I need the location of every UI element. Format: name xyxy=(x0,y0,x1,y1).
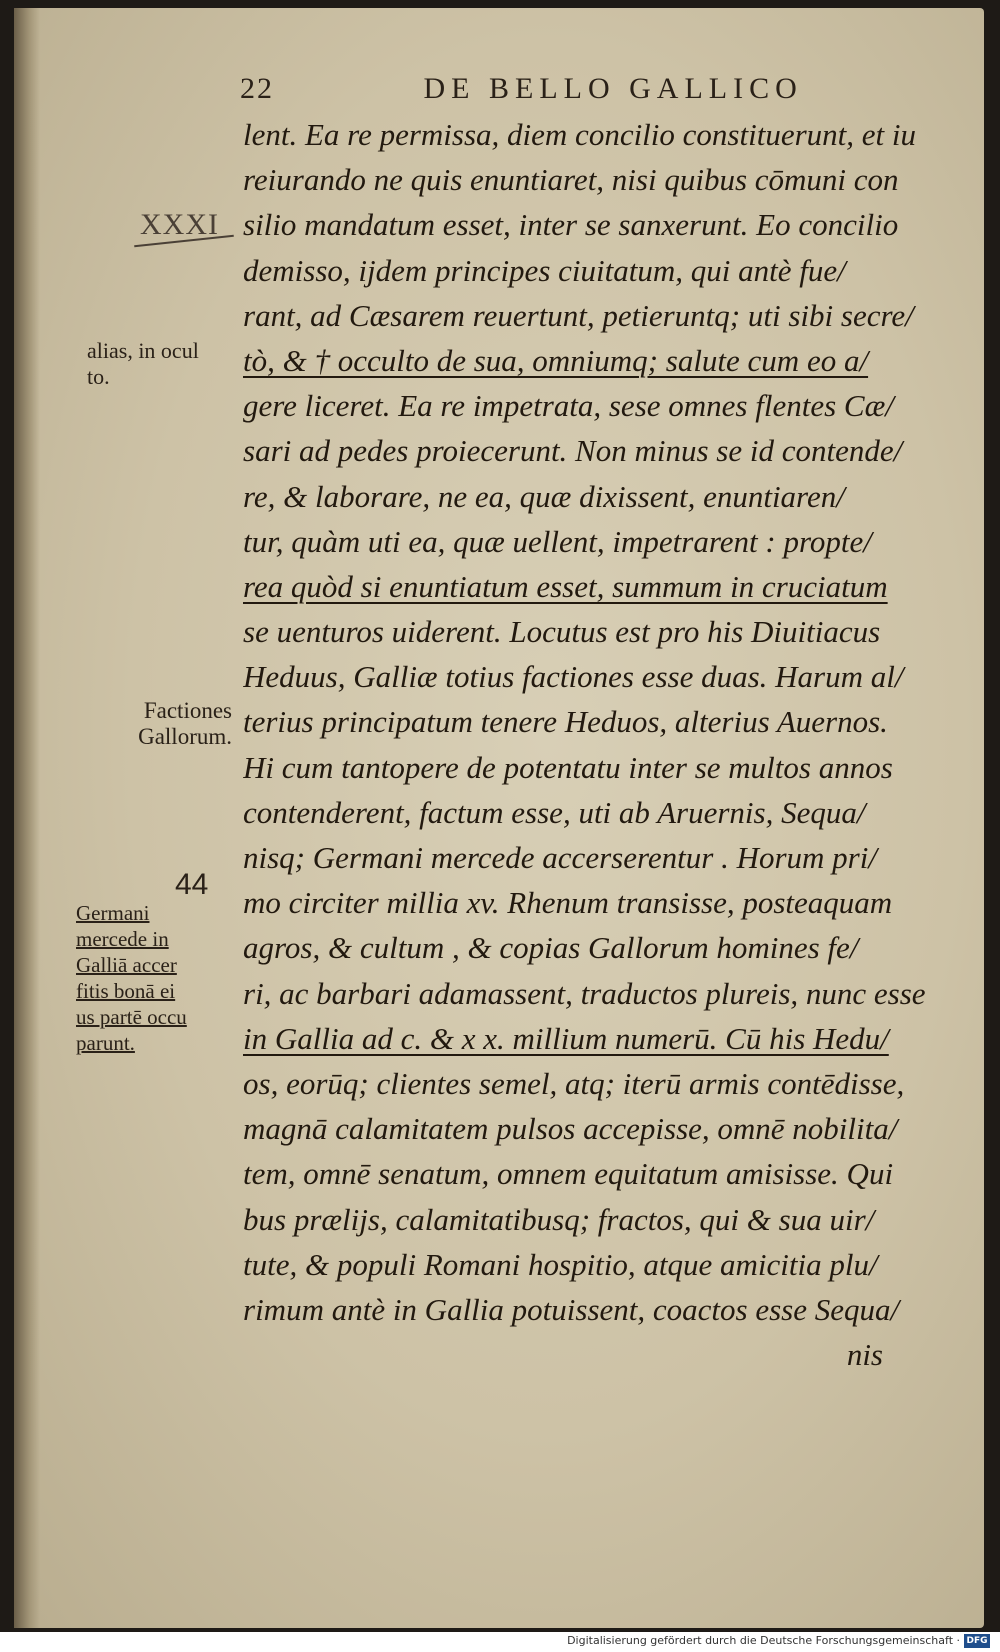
margin-note-line: mercede in xyxy=(76,927,169,951)
text-line: terius principatum tenere Heduos, alterius Auernos. xyxy=(243,704,888,740)
margin-note-line: alias, in ocul xyxy=(87,338,199,363)
text-line: magnā calamitatem pulsos accepisse, omnē nobilita/ xyxy=(243,1111,898,1147)
text-line: nisq; Germani mercede accerserentur . Horum pri/ xyxy=(243,840,877,875)
text-line: tute, & populi Romani hospitio, atque amicitia plu/ xyxy=(243,1246,878,1282)
text-line: Heduus, Galliæ totius factiones esse duas. Harum al/ xyxy=(243,659,904,695)
page-gutter xyxy=(14,8,40,1628)
text-line-underlined: tò, & † occulto de sua, omniumq; salute cum eo a/ xyxy=(243,342,869,378)
margin-note-factiones xyxy=(92,698,232,750)
margin-note-line: us partē occu xyxy=(76,1005,187,1029)
text-line: re, & laborare, ne ea, quæ dixissent, enuntiaren/ xyxy=(243,478,845,514)
running-head-title: DE BELLO GALLICO xyxy=(423,72,803,105)
folio-number: 22 xyxy=(240,72,274,105)
margin-note-line: to. xyxy=(87,364,110,389)
margin-stamp: XXXI xyxy=(140,208,219,241)
margin-note-line: Galliā accer xyxy=(76,953,177,977)
text-line: contenderent, factum esse, uti ab Aruernis, Sequa/ xyxy=(243,794,866,830)
text-line: rant, ad Cæsarem reuertunt, petieruntq; uti sibi secre/ xyxy=(243,297,914,333)
running-head xyxy=(240,72,803,112)
text-line: se uenturos uiderent. Locutus est pro his Diuitiacus xyxy=(243,614,881,650)
catchword: nis xyxy=(846,1337,883,1373)
margin-note-line: Germani xyxy=(76,901,150,925)
margin-note-line: parunt. xyxy=(76,1031,135,1055)
text-line: sari ad pedes proiecerunt. Non minus se id contende/ xyxy=(243,433,903,469)
digitization-credit: Digitalisierung gefördert durch die Deutsche Forschungsgemeinschaft · xyxy=(567,1634,960,1647)
text-line: os, eorūq; clientes semel, atq; iterū armis contēdisse, xyxy=(243,1065,905,1101)
dfg-logo: DFG xyxy=(964,1634,990,1648)
text-line-underlined: rea quòd si enuntiatum esset, summum in cruciatum xyxy=(243,568,888,604)
text-line: demisso, ijdem principes ciuitatum, qui antè fue/ xyxy=(243,252,846,288)
margin-note-germani xyxy=(76,900,232,1056)
text-line: gere liceret. Ea re impetrata, sese omnes flentes Cæ/ xyxy=(243,388,894,424)
text-line-underlined: in Gallia ad c. & x x. millium numerū. Cū his Hedu/ xyxy=(243,1020,889,1056)
margin-note-alias xyxy=(87,338,199,390)
text-line: mo circiter millia xv. Rhenum transisse, posteaquam xyxy=(243,885,893,921)
text-line: silio mandatum esset, inter se sanxerunt. Eo concilio xyxy=(243,207,899,243)
text-line: tem, omnē senatum, omnem equitatum amisisse. Qui xyxy=(243,1156,894,1192)
margin-note-line: Gallorum. xyxy=(138,724,232,749)
margin-note-line: fitis bonā ei xyxy=(76,979,176,1003)
section-number: 44 xyxy=(175,868,209,901)
text-line: Hi cum tantopere de potentatu inter se multos annos xyxy=(243,749,893,785)
margin-note-line: Factiones xyxy=(143,698,232,723)
text-line: ri, ac barbari adamassent, traductos plureis, nunc esse xyxy=(243,975,926,1011)
text-line: rimum antè in Gallia potuissent, coactos esse Sequa/ xyxy=(243,1291,900,1327)
text-line: lent. Ea re permissa, diem concilio constituerunt, et iu xyxy=(243,117,916,152)
text-line: reiurando ne quis enuntiaret, nisi quibus cōmuni con xyxy=(243,162,899,198)
text-line: bus prælijs, calamitatibusq; fractos, qui & sua uir/ xyxy=(243,1201,875,1237)
text-line: agros, & cultum , & copias Gallorum homines fe/ xyxy=(243,930,859,966)
text-line: tur, quàm uti ea, quæ uellent, impetrarent : propte/ xyxy=(243,523,872,559)
main-text-block xyxy=(243,112,943,1377)
